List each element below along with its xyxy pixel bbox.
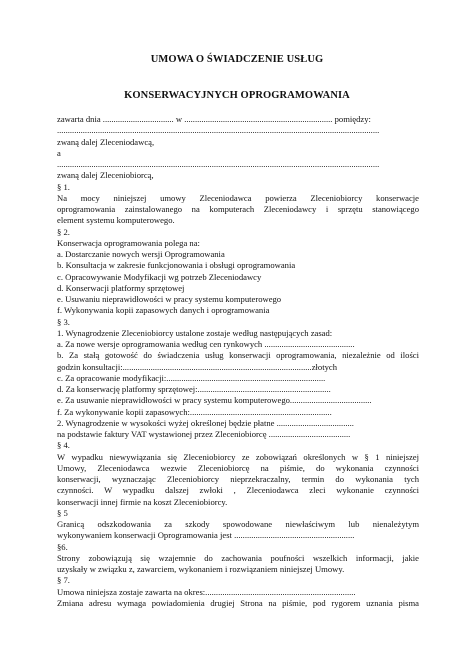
document-line: d. Konserwacji platformy sprzętowej	[57, 282, 185, 293]
document-line: a. Dostarczanie nowych wersji Oprogramowania	[57, 249, 225, 259]
document-line: zwaną dalej Zleceniodawcą,	[57, 136, 155, 147]
document-line: a. Za nowe wersje oprogramowania według cen rynkowych ..........................................	[57, 339, 355, 349]
document-line: Umowa niniejsza zostaje zawarta na okres:......................................................................	[57, 586, 356, 597]
document-line: na podstawie faktury VAT wystawionej przez Zleceniobiorcę ......................................	[57, 429, 351, 439]
document-line: b. Konsultacja w zakresie funkcjonowania i obsługi oprogramowania	[57, 260, 296, 271]
document-line: c. Za opracowanie modyfikacji:..........................................................................	[57, 372, 326, 383]
document-line: element systemu komputerowego.	[57, 215, 175, 226]
document-title: UMOWA O ŚWIADCZENIE USŁUG	[150, 54, 324, 65]
document-line: § 7.	[57, 575, 70, 586]
document-line: zawarta dnia ................................. w ..................................................................... pomiędzy:	[57, 114, 371, 124]
document-line: Umowy, Zleceniodawca wezwie Zleceniobiorcę na piśmie, do wykonania czynności	[57, 462, 419, 473]
document-line: Strony zobowiązują się wzajemnie do zachowania poufności wszelkich informacji, jakie	[57, 552, 419, 563]
document-line: W wypadku niewywiązania się Zleceniobiorcy ze zobowiązań określonych w § 1 niniejszej	[57, 451, 419, 462]
document-line: Granicą odszkodowania za szkody spowodowane niewłaściwym lub nienależytym	[57, 519, 419, 529]
document-body	[57, 114, 419, 609]
document-line: § 3.	[57, 316, 70, 327]
document-line: f. Wykonywania kopii zapasowych danych i oprogramowania	[57, 305, 270, 316]
document-line: ......................................................................................................................................................	[57, 159, 380, 169]
document-line: godzin konsultacji:........................................................................................złotych	[57, 361, 337, 372]
document-line: 1. Wynagrodzenie Zleceniobiorcy ustalone zostaje według następujących zasad:	[57, 327, 333, 338]
document-line: § 4.	[57, 440, 70, 451]
document-line: e. Usuwaniu nieprawidłowości w pracy systemu komputerowego	[57, 294, 282, 304]
document-line: § 1.	[57, 181, 70, 192]
document-line: c. Opracowywanie Modyfikacji wg potrzeb Zleceniodawcy	[57, 271, 262, 282]
document-subtitle: KONSERWACYJNYCH OPROGRAMOWANIA	[124, 90, 350, 101]
document-line: konserwacji, wyznaczając Zleceniobiorcy nieprzekraczalny, termin do wykonania tych	[57, 474, 419, 484]
document-line: § 2.	[57, 226, 70, 237]
document-line: 2. Wynagrodzenie w wysokości wyżej określonej będzie płatne ....................................	[57, 417, 354, 428]
document-line: a	[57, 147, 61, 158]
document-line: wykonywaniem konserwacji Oprogramowania jest ........................................................	[57, 530, 355, 541]
document-line: czynności. W wypadku dalszej zwłoki , Zleceniodawca zleci wykonanie czynności	[57, 485, 419, 496]
document-line: uzyskały w związku z, zawarciem, wykonaniem i rozwiązaniem niniejszej Umowy.	[57, 564, 345, 574]
document-line: zwaną dalej Zleceniobiorcą,	[57, 170, 154, 181]
document-line: b. Za stałą gotowość do świadczenia usług konserwacji oprogramowania, niezależnie od ilości	[57, 350, 419, 361]
document-line: konserwacji innej firmie na koszt Zleceniobiorcy.	[57, 496, 228, 507]
document-line: §6.	[57, 541, 68, 552]
document-line: d. Za konserwację platformy sprzętowej:..............................................................	[57, 384, 331, 394]
document-line: § 5	[57, 507, 68, 518]
document-line: ......................................................................................................................................................	[57, 125, 380, 136]
document-line: Na mocy niniejszej umowy Zleceniodawca powierza Zleceniobiorcy konserwacje	[57, 192, 419, 203]
document-line: oprogramowania zainstalowanego na komputerach Zleceniodawcy i sprzętu stanowiącego	[57, 204, 419, 214]
document-line: Konserwacja oprogramowania polega na:	[57, 237, 200, 248]
document-line: e. Za usuwanie nieprawidłowości w pracy systemu komputerowego......................................	[57, 395, 372, 406]
document-line: f. Za wykonywanie kopii zapasowych:..................................................................	[57, 406, 332, 417]
document-line: Zmiana adresu wymaga powiadomienia drugiej Strona na piśmie, pod rygorem uznania pisma	[57, 597, 419, 608]
